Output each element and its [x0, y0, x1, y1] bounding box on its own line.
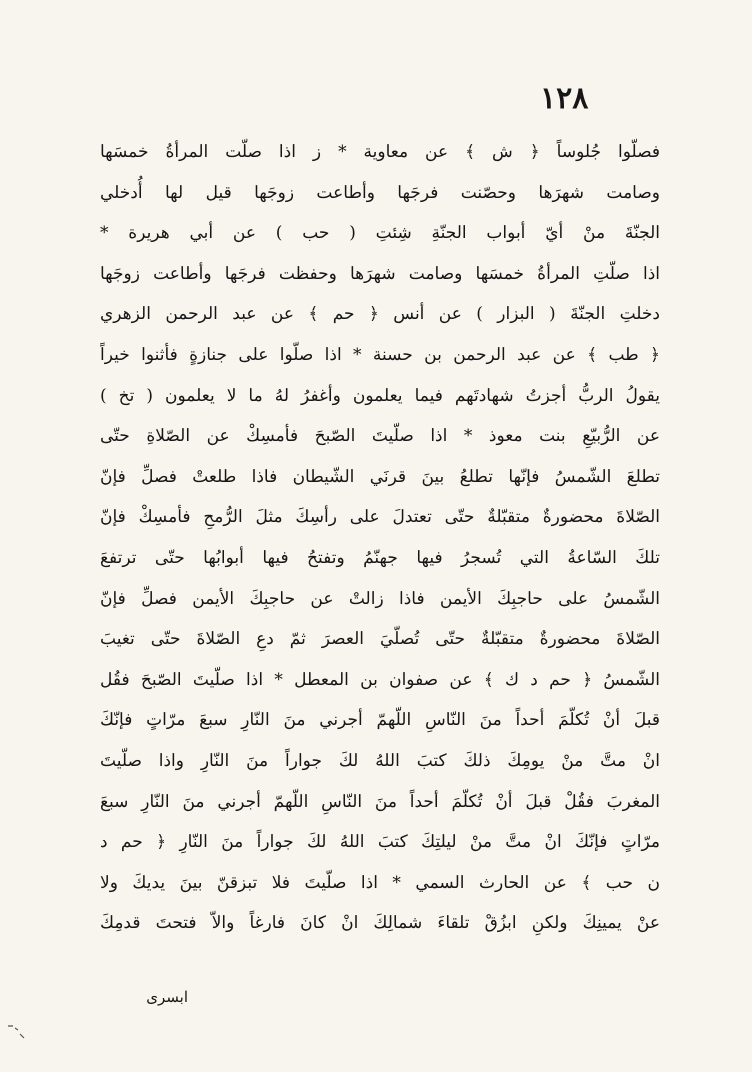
text-line: دخلتِ الجنّةَ ( البزار ) عن أنس ﴿ حم ﴾ عن عبد الرحمن الزهري: [100, 304, 660, 325]
text-line: الجنّةَ منْ أيّ أبواب الجنّةِ شِئتِ ( حب ) عن أبي هريرة *: [100, 223, 660, 244]
text-line: اذا صلّتِ المرأةُ خمسَها وصامت شهرَها وحفظت فرجَها وأطاعت زوجَها: [100, 263, 660, 284]
footer-signature: ابسرى: [146, 988, 188, 1006]
text-line: تلكَ السّاعةُ التي تُسجرُ فيها جهنّمُ وتفتحُ فيها أبوابُها حتّى ترتفعَ: [100, 547, 660, 568]
text-line: عن الرُّبيّعِ بنت معوذ * اذا صلّيتَ الصّبحَ فأمسِكْ عن الصّلاةِ حتّى: [100, 426, 660, 447]
text-line: مرّاتٍ فإنّكَ انْ متَّ منْ ليلتِكَ كتبَ اللهُ لكَ جواراً منَ النّارِ ﴿ حم د: [100, 832, 660, 853]
text-line: وصامت شهرَها وحصّنت فرجَها وأطاعت زوجَها قيل لها أُدخلي: [100, 182, 660, 203]
text-line: تطلعَ الشّمسُ فإنّها تطلعُ بينَ قرنَي الشّيطان فاذا طلعتْ فصلِّ فإنّ: [100, 466, 660, 487]
body-text: [100, 132, 660, 944]
text-line: المغربَ فقُلْ قبلَ أنْ تُكلّمَ أحداً منَ النّاسِ اللّهمّ أجرني منَ النّارِ سبعَ: [100, 791, 660, 812]
text-line: فصلّوا جُلوساً ﴿ ش ﴾ عن معاوية * ز اذا صلّت المرأةُ خمسَها: [100, 142, 660, 162]
text-line: انْ متَّ منْ يومِكَ ذلكَ كتبَ اللهُ لكَ جواراً منَ النّارِ واذا صلّيتَ: [100, 750, 660, 771]
text-line: قبلَ أنْ تُكلّمَ أحداً منَ النّاسِ اللّهمّ أجرني منَ النّارِ سبعَ مرّاتٍ فإنّكَ: [100, 710, 660, 731]
text-line: الصّلاةَ محضورةٌ متقبّلةٌ حتّى تعتدلَ على رأسِكَ مثلَ الرُّمحِ فأمسِكْ فإنّ: [100, 507, 660, 528]
text-line: ﴿ طب ﴾ عن عبد الرحمن بن حسنة * اذا صلّوا على جنازةٍ فأثنوا خيراً: [100, 344, 660, 365]
page-number: ١٢٨: [540, 81, 589, 116]
text-line: الصّلاةَ محضورةٌ متقبّلةٌ حتّى تُصلّيَ العصرَ ثمّ دعِ الصّلاةَ حتّى تغيبَ: [100, 629, 660, 650]
text-line: ن حب ﴾ عن الحارث السمي * اذا صلّيتَ فلا تبزقنّ بينَ يديكَ ولا: [100, 872, 660, 893]
text-line: الشّمسُ على حاجبِكَ الأيمن فاذا زالتْ عن حاجبِكَ الأيمن فصلِّ فإنّ: [100, 588, 660, 609]
text-line: عنْ يمينِكَ ولكنِ ابزُقْ تلقاءَ شمالِكَ انْ كانَ فارغاً والاّ فتحتَ قدمِكَ: [100, 913, 660, 934]
text-line: الشّمسُ ﴿ حم د ك ﴾ عن صفوان بن المعطل * اذا صلّيتَ الصّبحَ فقُل: [100, 669, 660, 690]
text-line: يقولُ الربُّ أجزتُ شهادتَهم فيما يعلمون وأغفرُ لهُ ما لا يعلمون ( تخ ): [100, 385, 660, 406]
margin-mark: [6, 1022, 30, 1042]
